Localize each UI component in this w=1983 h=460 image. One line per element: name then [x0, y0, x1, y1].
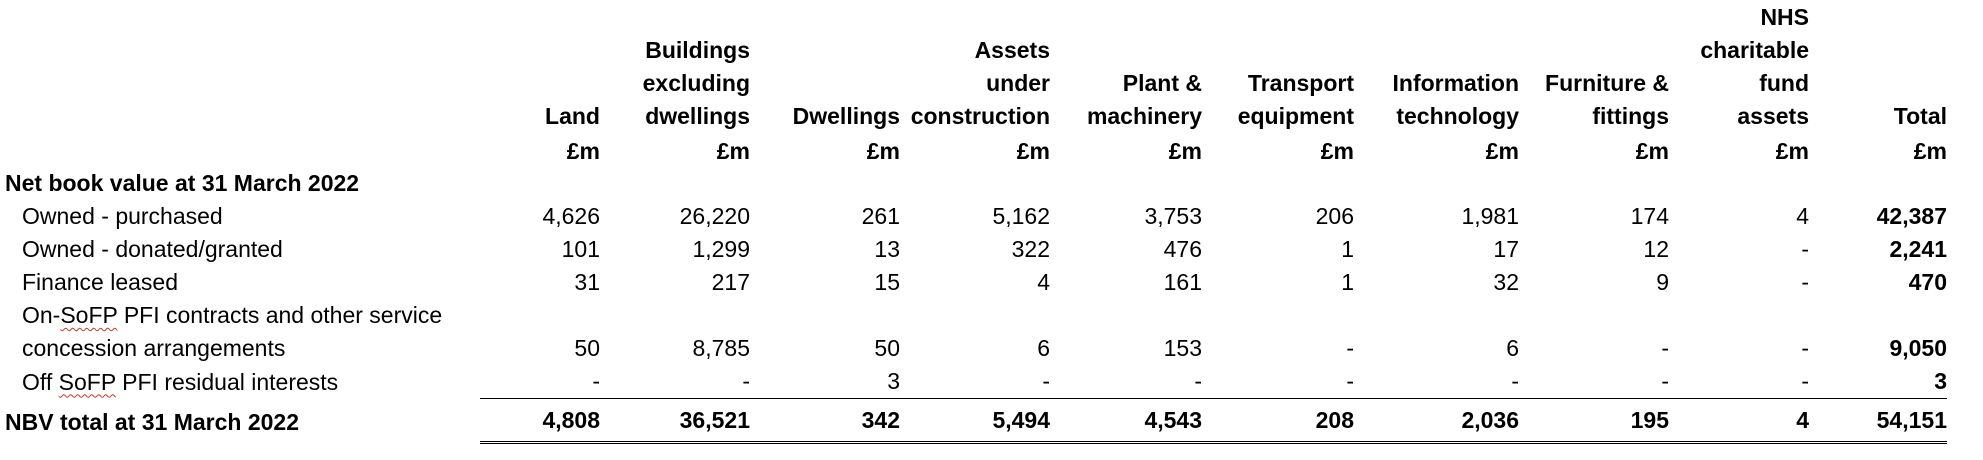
cell-nhs: - [1801, 368, 1809, 394]
cell-auc: 4 [1037, 269, 1050, 295]
header-nhs-line2: charitable [1700, 37, 1809, 63]
cell-land: 101 [561, 236, 600, 262]
cell-dwellings: 261 [861, 203, 900, 229]
total-total: 54,151 [1809, 399, 1947, 443]
unit-label: £m [1485, 138, 1519, 164]
cell-buildings: 1,299 [692, 236, 750, 262]
total-row [0, 399, 1947, 443]
cell-dwellings: 15 [874, 269, 900, 295]
total-label: NBV total at 31 March 2022 [5, 408, 300, 435]
cell-furniture: 9 [1656, 269, 1669, 295]
cell-plant: 3,753 [1144, 203, 1202, 229]
header-buildings-line1: Buildings [645, 37, 750, 63]
cell-plant: 161 [1163, 269, 1202, 295]
header-buildings-line2: excluding [642, 70, 750, 96]
header-furniture-line2: fittings [1592, 103, 1669, 129]
total-auc: 5,494 [900, 399, 1050, 443]
unit-label: £m [1913, 138, 1947, 164]
label-prefix: Off [22, 368, 59, 395]
cell-it: 6 [1506, 335, 1519, 361]
header-row-2 [0, 33, 1947, 66]
unit-label: £m [1775, 138, 1809, 164]
table-row [0, 266, 1947, 299]
unit-label: £m [1635, 138, 1669, 164]
header-nhs-line4: assets [1737, 103, 1809, 129]
cell-transport: 206 [1315, 203, 1354, 229]
cell-transport: 1 [1341, 269, 1354, 295]
cell-it: 17 [1493, 236, 1519, 262]
header-auc-line2: under [986, 70, 1050, 96]
header-total: Total [1893, 103, 1947, 129]
header-row-4 [0, 99, 1947, 132]
total-dwellings: 342 [750, 399, 900, 443]
unit-label: £m [866, 138, 900, 164]
header-auc-line3: construction [910, 103, 1050, 129]
header-row-3 [0, 66, 1947, 99]
cell-it: - [1511, 368, 1519, 394]
total-transport: 208 [1202, 399, 1354, 443]
table-row-label-line1 [0, 299, 1947, 332]
cell-total: 470 [1908, 269, 1947, 295]
cell-it: 1,981 [1461, 203, 1519, 229]
spellcheck-word: SoFP [58, 368, 116, 395]
cell-nhs: 4 [1796, 203, 1809, 229]
header-transport-line1: Transport [1247, 70, 1354, 96]
cell-buildings: 26,220 [679, 203, 750, 229]
table-row [0, 200, 1947, 233]
cell-nhs: - [1801, 236, 1809, 262]
table-row [0, 365, 1947, 399]
cell-plant: 476 [1163, 236, 1202, 262]
header-auc-line1: Assets [974, 37, 1050, 63]
cell-dwellings: 3 [887, 368, 900, 394]
cell-total: 3 [1934, 368, 1947, 394]
cell-land: 31 [574, 269, 600, 295]
total-buildings: 36,521 [600, 399, 750, 443]
label-suffix: PFI contracts and other service [117, 302, 443, 328]
cell-nhs: - [1801, 269, 1809, 295]
cell-furniture: - [1661, 335, 1669, 361]
cell-dwellings: 50 [874, 335, 900, 361]
header-plant-line1: Plant & [1122, 70, 1202, 96]
cell-auc: 5,162 [992, 203, 1050, 229]
total-it: 2,036 [1354, 399, 1519, 443]
row-label: Owned - purchased [22, 203, 223, 229]
header-transport-line2: equipment [1237, 103, 1354, 129]
total-furniture: 195 [1519, 399, 1669, 443]
unit-label: £m [716, 138, 750, 164]
header-it-line2: technology [1396, 103, 1519, 129]
row-label-line2: concession arrangements [22, 335, 286, 361]
spellcheck-word: SoFP [60, 302, 118, 328]
header-nhs-line1: NHS [1760, 4, 1809, 30]
cell-auc: 6 [1037, 335, 1050, 361]
header-it-line1: Information [1392, 70, 1519, 96]
cell-dwellings: 13 [874, 236, 900, 262]
cell-plant: - [1194, 368, 1202, 394]
section-title: Net book value at 31 March 2022 [5, 170, 360, 196]
cell-land: 4,626 [542, 203, 600, 229]
total-plant: 4,543 [1050, 399, 1202, 443]
cell-total: 9,050 [1889, 335, 1947, 361]
cell-auc: - [1042, 368, 1050, 394]
row-label: Owned - donated/granted [22, 236, 283, 262]
cell-transport: - [1346, 335, 1354, 361]
row-label: Finance leased [22, 269, 178, 295]
cell-it: 32 [1493, 269, 1519, 295]
header-land: Land [545, 103, 600, 129]
total-nhs: 4 [1669, 399, 1809, 443]
cell-land: 50 [574, 335, 600, 361]
cell-transport: - [1346, 368, 1354, 394]
header-dwellings: Dwellings [792, 103, 900, 129]
total-land: 4,808 [480, 399, 600, 443]
cell-buildings: 8,785 [692, 335, 750, 361]
unit-label: £m [1016, 138, 1050, 164]
cell-total: 2,241 [1889, 236, 1947, 262]
header-buildings-line3: dwellings [645, 103, 750, 129]
cell-buildings: - [742, 368, 750, 394]
unit-row [0, 132, 1947, 167]
cell-transport: 1 [1341, 236, 1354, 262]
row-label-line1 [0, 299, 480, 332]
cell-land: - [592, 368, 600, 394]
cell-plant: 153 [1163, 335, 1202, 361]
cell-furniture: 12 [1643, 236, 1669, 262]
cell-nhs: - [1801, 335, 1809, 361]
header-furniture-line1: Furniture & [1545, 70, 1669, 96]
header-plant-line2: machinery [1086, 103, 1202, 129]
label-suffix: PFI residual interests [115, 368, 339, 395]
cell-total: 42,387 [1876, 203, 1947, 229]
label-prefix: On- [22, 302, 61, 328]
cell-auc: 322 [1011, 236, 1050, 262]
cell-furniture: 174 [1630, 203, 1669, 229]
table-row [0, 233, 1947, 266]
header-nhs-line3: fund [1759, 70, 1809, 96]
table-row [0, 332, 1947, 365]
unit-label: £m [1320, 138, 1354, 164]
cell-furniture: - [1661, 368, 1669, 394]
unit-label: £m [1168, 138, 1202, 164]
row-label [0, 365, 480, 399]
cell-buildings: 217 [711, 269, 750, 295]
unit-label: £m [566, 138, 600, 164]
section-row [0, 167, 1947, 200]
header-row-1 [0, 0, 1947, 33]
